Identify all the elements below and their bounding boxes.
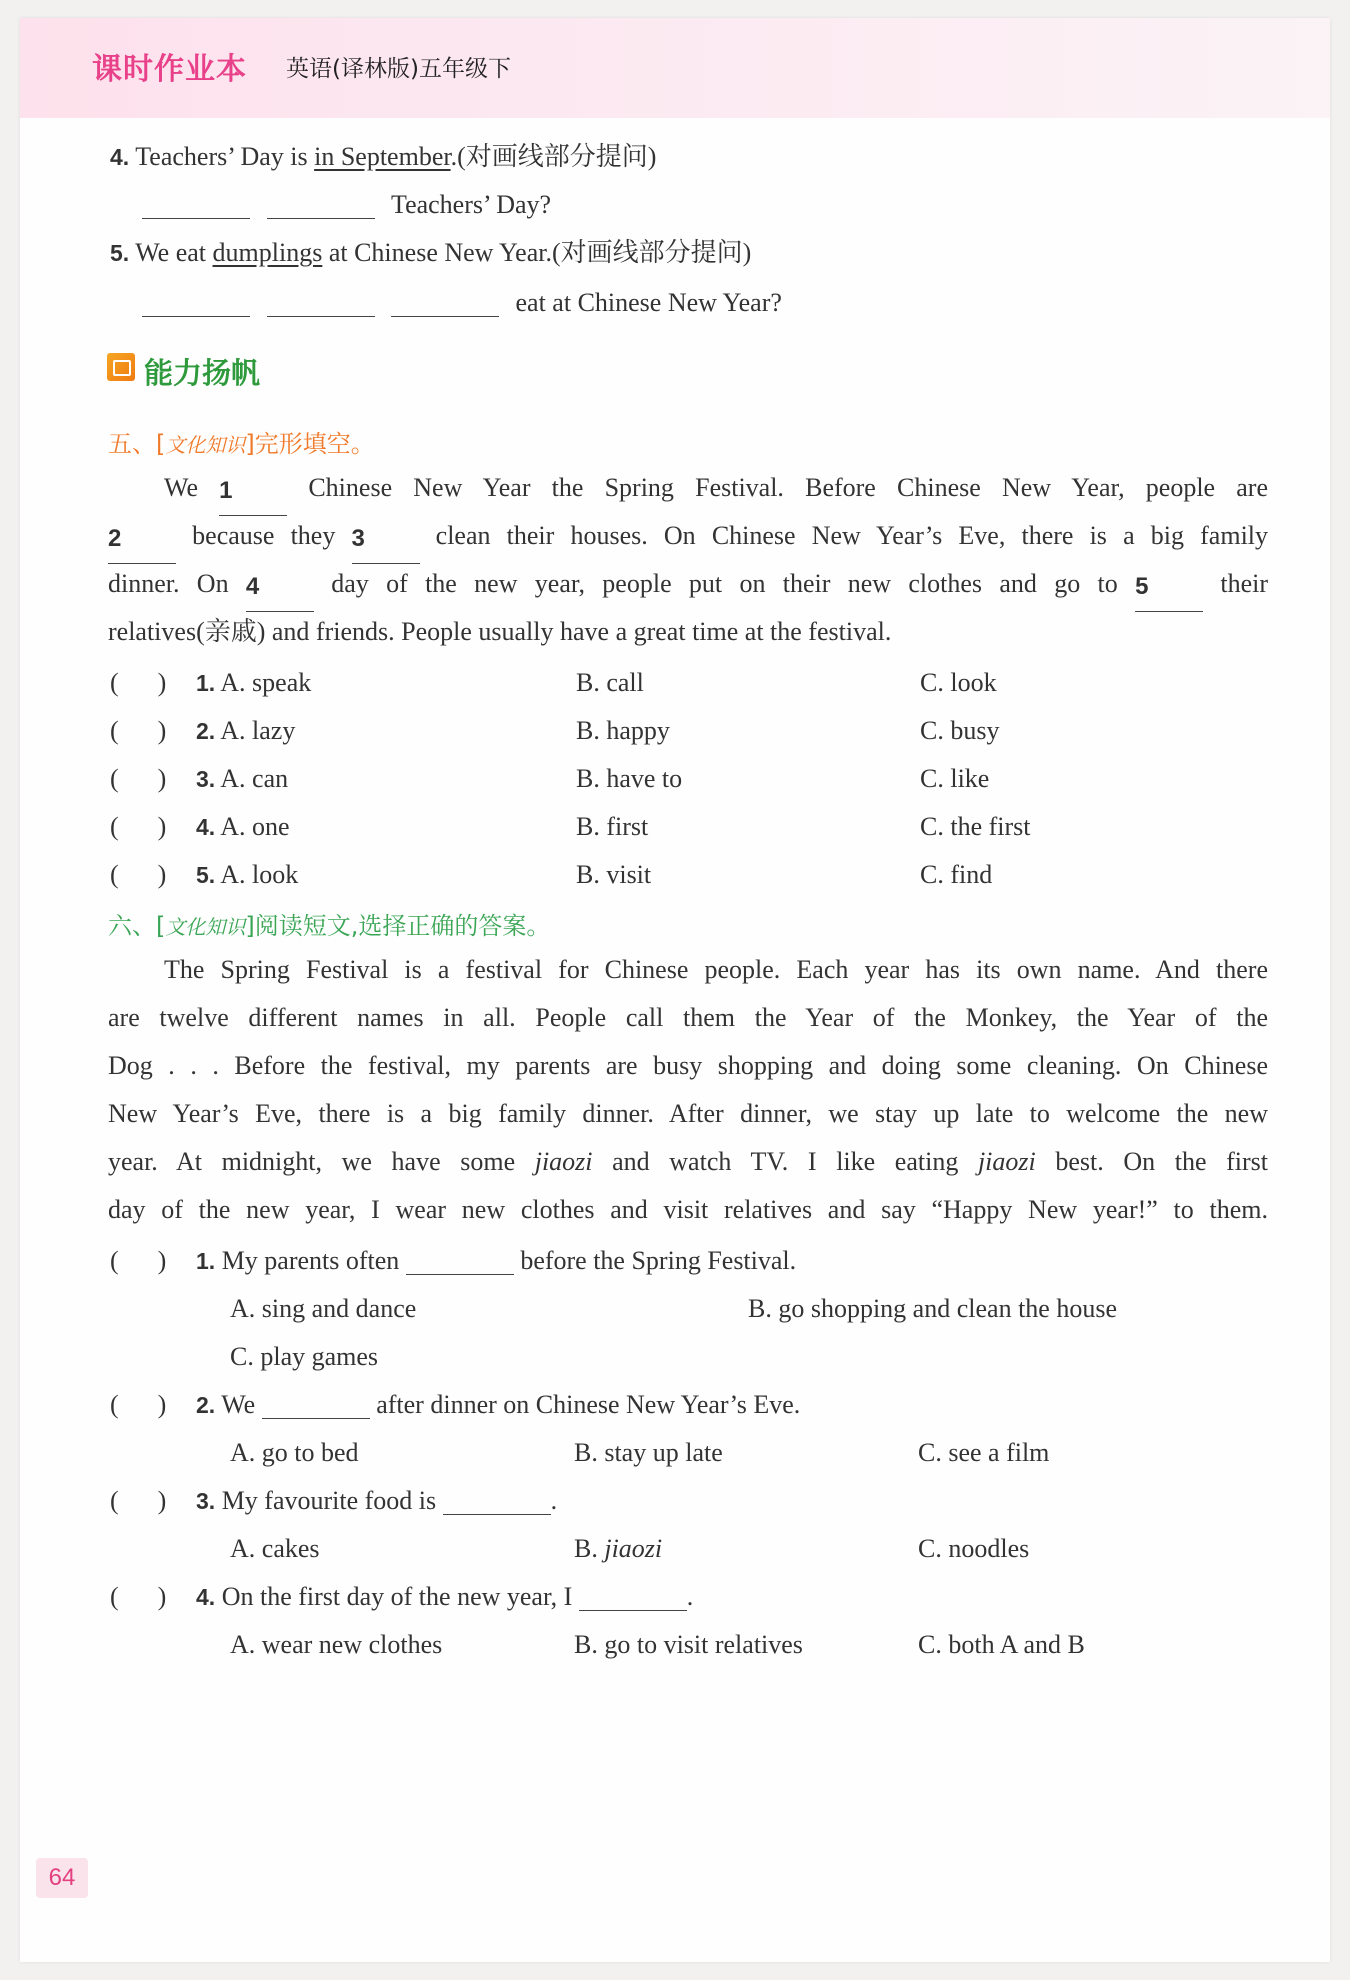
passage-italic: jiaozi — [977, 1147, 1036, 1176]
underlined-part: in September — [314, 142, 451, 171]
option-b[interactable]: B. have to — [576, 764, 683, 793]
reading-question-1 — [196, 1246, 796, 1276]
passage-text: relatives(亲戚) and friends. People usually have a great time at the festival. — [108, 617, 892, 646]
question-text: before the Spring Festival. — [520, 1246, 797, 1275]
answer-bracket[interactable]: ( ) — [110, 1486, 167, 1515]
reading-question-2 — [196, 1390, 800, 1420]
option-a[interactable]: A. sing and dance — [230, 1294, 417, 1323]
question-text: .(对画线部分提问) — [450, 142, 657, 171]
answer-blank[interactable] — [262, 1394, 370, 1419]
answer-blank[interactable] — [443, 1490, 551, 1515]
answer-bracket[interactable]: ( ) — [110, 1246, 167, 1275]
option-c[interactable]: C. busy — [920, 716, 1000, 745]
question-4 — [110, 144, 656, 170]
question-number: 2. — [196, 718, 216, 744]
answer-blank[interactable] — [142, 292, 250, 317]
answer-tail: Teachers’ Day? — [391, 190, 552, 219]
answer-line-4 — [142, 192, 551, 219]
passage-text: Dog . . . Before the festival, my parents are busy shopping and doing some cleaning. On Chinese — [108, 1051, 1268, 1080]
reading-line-1 — [108, 946, 1268, 994]
question-text: . — [550, 1486, 558, 1515]
question-number: 5. — [196, 862, 216, 888]
sail-icon — [107, 353, 135, 381]
task-5-heading — [108, 424, 375, 459]
answer-bracket[interactable]: ( ) — [110, 812, 167, 841]
option-c[interactable]: C. find — [920, 860, 993, 889]
question-text: On the first day of the new year, I — [221, 1582, 573, 1611]
choice-row-3 — [196, 764, 288, 794]
option-a[interactable]: A. go to bed — [230, 1438, 359, 1467]
option-c[interactable]: C. like — [920, 764, 990, 793]
cloze-line-3 — [108, 560, 1268, 612]
option-b[interactable]: B. stay up late — [574, 1438, 723, 1467]
cloze-blank-4[interactable]: 4 — [246, 563, 314, 612]
question-number: 2. — [196, 1392, 216, 1418]
passage-italic: jiaozi — [534, 1147, 593, 1176]
question-number: 4. — [110, 144, 130, 170]
question-text: We eat — [135, 238, 213, 267]
option-a[interactable]: A. cakes — [230, 1534, 320, 1563]
option-c[interactable]: C. both A and B — [918, 1630, 1085, 1659]
option-a[interactable]: A. wear new clothes — [230, 1630, 443, 1659]
passage-text: because they — [192, 521, 336, 550]
answer-bracket[interactable]: ( ) — [110, 764, 167, 793]
page-number: 64 — [36, 1858, 88, 1898]
brand-title: 课时作业本 — [92, 52, 247, 87]
question-number: 4. — [196, 814, 216, 840]
answer-blank[interactable] — [142, 194, 250, 219]
question-text: at Chinese New Year.(对画线部分提问) — [322, 238, 752, 267]
cloze-line-2 — [108, 512, 1268, 564]
answer-bracket[interactable]: ( ) — [110, 716, 167, 745]
question-number: 5. — [110, 240, 130, 266]
passage-text: clean their houses. On Chinese New Year’s Eve, there is a big family — [435, 521, 1269, 550]
task-prefix: 五、[ — [108, 430, 166, 458]
cloze-blank-5[interactable]: 5 — [1135, 563, 1203, 612]
passage-text: and watch TV. I like eating — [592, 1147, 978, 1176]
reading-question-4 — [196, 1582, 693, 1612]
passage-text: best. On the first — [1035, 1147, 1268, 1176]
option-c[interactable]: C. see a film — [918, 1438, 1050, 1467]
passage-text: are twelve different names in all. People call them the Year of the Monkey, the Year of the — [108, 1003, 1268, 1032]
answer-line-5 — [142, 290, 782, 317]
section-title: 能力扬帆 — [144, 356, 261, 390]
cloze-blank-3[interactable]: 3 — [352, 515, 420, 564]
question-number: 3. — [196, 1488, 216, 1514]
option-text: jiaozi — [604, 1534, 663, 1563]
passage-text: year. At midnight, we have some — [108, 1147, 535, 1176]
task-tag: 文化知识 — [165, 915, 246, 939]
option-b[interactable]: B. first — [576, 812, 649, 841]
answer-bracket[interactable]: ( ) — [110, 1390, 167, 1419]
question-text: My favourite food is — [221, 1486, 437, 1515]
option-label: B. — [574, 1534, 605, 1563]
option-c[interactable]: C. the first — [920, 812, 1031, 841]
cloze-blank-2[interactable]: 2 — [108, 515, 176, 564]
task-prefix: 六、[ — [108, 912, 166, 940]
task-tag: 文化知识 — [165, 433, 246, 457]
choice-row-4 — [196, 812, 290, 842]
option-c[interactable]: C. look — [920, 668, 997, 697]
reading-line-2 — [108, 994, 1268, 1042]
question-text: Teachers’ Day is — [135, 142, 315, 171]
choice-row-2 — [196, 716, 295, 746]
option-c[interactable]: C. noodles — [918, 1534, 1030, 1563]
answer-bracket[interactable]: ( ) — [110, 860, 167, 889]
question-number: 1. — [196, 670, 216, 696]
option-b[interactable] — [574, 1534, 662, 1564]
underlined-part: dumplings — [212, 238, 323, 267]
option-b[interactable]: B. visit — [576, 860, 652, 889]
option-a[interactable]: A. look — [220, 860, 299, 889]
answer-bracket[interactable]: ( ) — [110, 1582, 167, 1611]
option-a[interactable]: A. speak — [220, 668, 312, 697]
option-b[interactable]: B. happy — [576, 716, 670, 745]
task-instruction: ]完形填空。 — [245, 430, 375, 458]
cloze-blank-1[interactable]: 1 — [219, 467, 287, 516]
passage-text: We — [164, 473, 198, 502]
choice-row-1 — [196, 668, 311, 698]
option-b[interactable]: B. go shopping and clean the house — [748, 1294, 1117, 1323]
reading-line-5 — [108, 1138, 1268, 1186]
option-a[interactable]: A. one — [220, 812, 290, 841]
option-b[interactable]: B. call — [576, 668, 644, 697]
cloze-line-1 — [108, 464, 1268, 516]
answer-blank[interactable] — [579, 1586, 687, 1611]
task-instruction: ]阅读短文,选择正确的答案。 — [245, 912, 551, 940]
answer-blank[interactable] — [267, 292, 375, 317]
option-a[interactable]: A. can — [220, 764, 289, 793]
question-text: after dinner on Chinese New Year’s Eve. — [376, 1390, 801, 1419]
passage-text: dinner. On — [108, 569, 229, 598]
question-5 — [110, 240, 751, 266]
question-number: 3. — [196, 766, 216, 792]
option-b[interactable]: B. go to visit relatives — [574, 1630, 803, 1659]
question-text: . — [686, 1582, 694, 1611]
option-a[interactable]: A. lazy — [220, 716, 296, 745]
reading-question-3 — [196, 1486, 557, 1516]
answer-blank[interactable] — [406, 1250, 514, 1275]
passage-text: their — [1220, 569, 1269, 598]
question-text: My parents often — [221, 1246, 400, 1275]
task-6-heading — [108, 906, 550, 941]
answer-bracket[interactable]: ( ) — [110, 668, 167, 697]
reading-line-6 — [108, 1186, 1268, 1234]
book-title: 英语(译林版)五年级下 — [286, 56, 511, 82]
cloze-line-4 — [108, 608, 1268, 656]
choice-row-5 — [196, 860, 298, 890]
question-number: 1. — [196, 1248, 216, 1274]
passage-text: The Spring Festival is a festival for Chinese people. Each year has its own name. And there — [164, 955, 1268, 984]
passage-text: day of the new year, people put on their new clothes and go to — [331, 569, 1118, 598]
passage-text: Chinese New Year the Spring Festival. Before Chinese New Year, people are — [308, 473, 1269, 502]
reading-line-4 — [108, 1090, 1268, 1138]
question-number: 4. — [196, 1584, 216, 1610]
option-c[interactable]: C. play games — [230, 1342, 379, 1371]
reading-line-3 — [108, 1042, 1268, 1090]
passage-text: New Year’s Eve, there is a big family dinner. After dinner, we stay up late to welcome the new — [108, 1099, 1268, 1128]
answer-tail: eat at Chinese New Year? — [515, 288, 782, 317]
answer-blank[interactable] — [267, 194, 375, 219]
passage-text: day of the new year, I wear new clothes and visit relatives and say “Happy New year!” to them. — [108, 1195, 1268, 1224]
answer-blank[interactable] — [391, 292, 499, 317]
question-text: We — [221, 1390, 256, 1419]
